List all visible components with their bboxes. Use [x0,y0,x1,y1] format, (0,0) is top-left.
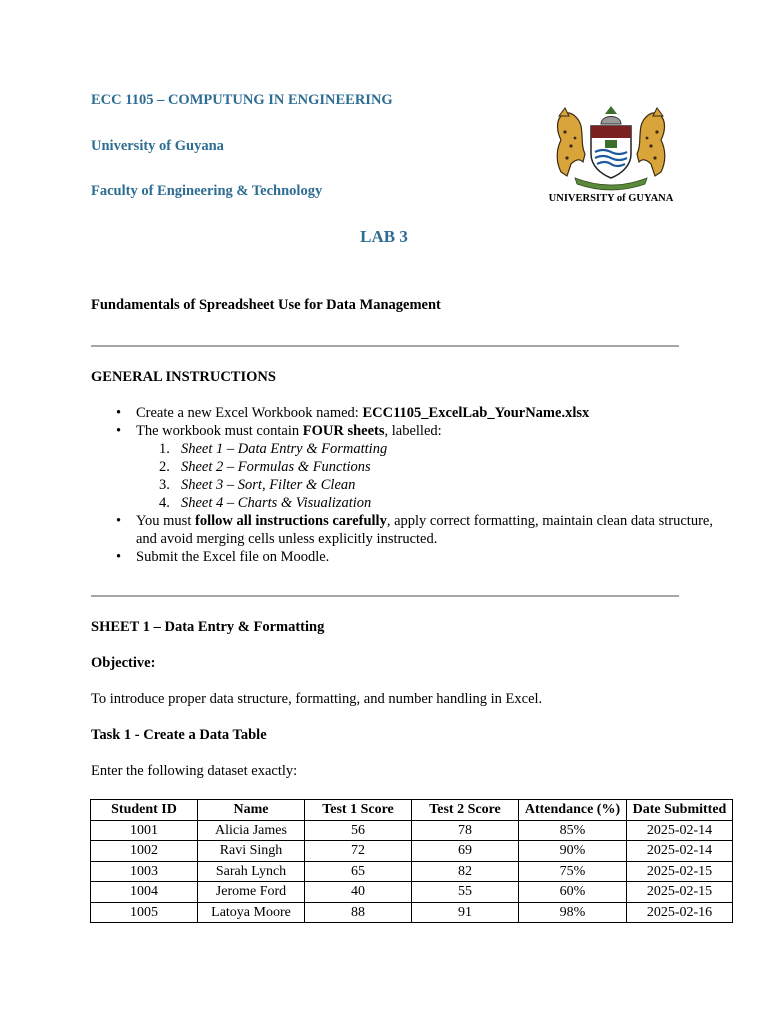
table-cell: 82 [412,861,519,882]
table-cell: 98% [519,902,627,923]
table-cell: 1001 [91,820,198,841]
sheet-list-item: 2. Sheet 2 – Formulas & Functions [159,459,371,475]
sheet1-heading: SHEET 1 – Data Entry & Formatting [91,619,325,635]
sheet-list-item: 1. Sheet 1 – Data Entry & Formatting [159,441,388,457]
table-cell: Sarah Lynch [198,861,305,882]
sheet-list [136,440,736,512]
horizontal-divider [91,345,679,347]
column-header: Student ID [91,800,198,821]
university-crest-logo [545,102,677,204]
table-cell: 55 [412,882,519,903]
workbook-filename: ECC1105_ExcelLab_YourName.xlsx [362,405,590,421]
table-cell: 1002 [91,841,198,862]
table-cell: 2025-02-16 [627,902,733,923]
table-row [91,902,733,923]
task1-heading: Task 1 - Create a Data Table [91,727,267,743]
column-header: Test 1 Score [305,800,412,821]
table-cell: 56 [305,820,412,841]
table-cell: 1005 [91,902,198,923]
dataset-table [90,799,733,923]
column-header: Test 2 Score [412,800,519,821]
objective-label: Objective: [91,655,156,671]
table-cell: 40 [305,882,412,903]
table-cell: 90% [519,841,627,862]
faculty-name: Faculty of Engineering & Technology [91,183,323,199]
sheet-list-item: 4. Sheet 4 – Charts & Visualization [159,495,372,511]
table-cell: 1004 [91,882,198,903]
table-cell: 72 [305,841,412,862]
table-row [91,861,733,882]
instruction-item: • The workbook must contain FOUR sheets, labelled: 1. Sheet 1 – Data Entry & Formatting 2. Sheet 2 – Formulas & Functions 3. Sheet 3 – Sort, Filter & Clean 4. Sheet 4 – Charts & Visualization [136,422,736,512]
table-cell: 88 [305,902,412,923]
general-instructions-heading: GENERAL INSTRUCTIONS [91,369,276,385]
table-cell: 65 [305,861,412,882]
table-cell: 75% [519,861,627,882]
table-cell: 2025-02-15 [627,882,733,903]
table-cell: 91 [412,902,519,923]
column-header: Name [198,800,305,821]
logo-caption: UNIVERSITY of GUYANA [548,193,674,204]
table-cell: 69 [412,841,519,862]
instruction-item: • You must follow all instructions carefully, apply correct formatting, maintain clean data structure, and avoid merging cells unless explicitly instructed. [136,512,736,548]
instruction-item: • Submit the Excel file on Moodle. [136,548,736,566]
table-cell: 2025-02-14 [627,820,733,841]
sheet-list-item: 3. Sheet 3 – Sort, Filter & Clean [159,477,356,493]
table-cell: 78 [412,820,519,841]
instruction-item: • Create a new Excel Workbook named: ECC1105_ExcelLab_YourName.xlsx [136,404,736,422]
table-cell: Ravi Singh [198,841,305,862]
instructions-list [91,404,736,566]
course-title: ECC 1105 – COMPUTUNG IN ENGINEERING [91,92,393,108]
lab-number: LAB 3 [360,227,408,246]
table-row [91,820,733,841]
table-cell: Alicia James [198,820,305,841]
lab-subtitle: Fundamentals of Spreadsheet Use for Data Management [91,297,441,313]
table-cell: Latoya Moore [198,902,305,923]
table-cell: Jerome Ford [198,882,305,903]
column-header: Attendance (%) [519,800,627,821]
table-cell: 1003 [91,861,198,882]
table-cell: 2025-02-14 [627,841,733,862]
table-cell: 60% [519,882,627,903]
table-cell: 2025-02-15 [627,861,733,882]
shield-icon [591,126,631,178]
table-header-row [91,800,733,821]
university-name: University of Guyana [91,138,224,154]
table-row [91,841,733,862]
table-row [91,882,733,903]
left-jaguar-icon [557,108,585,176]
table-cell: 85% [519,820,627,841]
right-jaguar-icon [637,108,665,176]
horizontal-divider [91,595,679,597]
column-header: Date Submitted [627,800,733,821]
objective-text: To introduce proper data structure, formatting, and number handling in Excel. [91,691,543,707]
task1-intro: Enter the following dataset exactly: [91,763,298,779]
